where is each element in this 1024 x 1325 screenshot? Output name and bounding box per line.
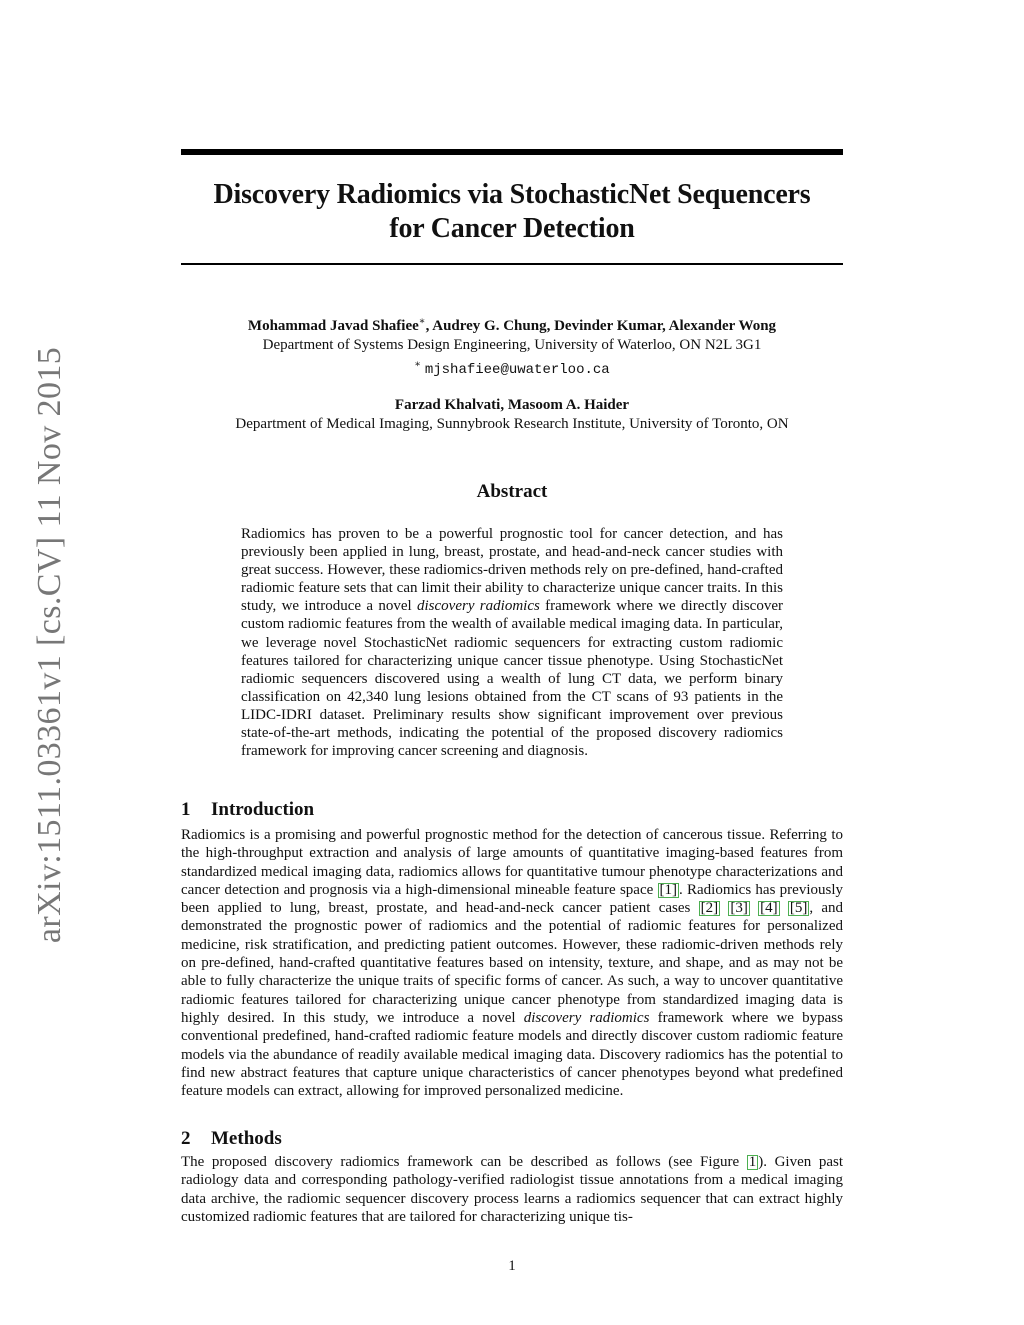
citation-link[interactable]: [3] — [730, 900, 748, 917]
citation-link[interactable]: [2] — [700, 900, 719, 917]
abstract-body: Radiomics has proven to be a powerful prognostic tool for cancer detection, and has previously been applied in lung, breast, prostate, and head-and-neck cancer studies with great success. However, these radiomics-driven methods rely on pre-defined, hand-crafted radiomic feature sets that can limit their ability to characterize unique cancer traits. In this study, we introduce a novel discovery radiomics framework where we directly discover custom radiomic features from the wealth of available medical imaging data. In particular, we leverage novel StochasticNet radiomic sequencers for extracting custom radiomic features tailored for characterizing unique cancer tissue phenotype. Using StochasticNet radiomic sequencers discovered using a wealth of lung CT data, we perform binary classification on 42,340 lung lesions obtained from the CT scans of 93 patients in the LIDC-IDRI dataset. Preliminary results show significant improvement over previous state-of-the-art methods, indicating the potential of the proposed discovery radiomics framework for improving cancer screening and diagnosis. — [241, 526, 783, 760]
page-number: 1 — [508, 1258, 516, 1274]
author-block-2 — [150, 396, 874, 434]
citation-link[interactable]: [4] — [760, 900, 778, 917]
author-names-2: Farzad Khalvati, Masoom A. Haider — [394, 397, 630, 413]
section-heading-methods: 2 Methods — [181, 1128, 282, 1149]
author-block-1 — [150, 312, 874, 380]
author-affiliation-1: Department of Systems Design Engineering, University of Waterloo, ON N2L 3G1 — [262, 337, 762, 353]
author-names-1: Mohammad Javad Shafiee∗, Audrey G. Chung, Devinder Kumar, Alexander Wong — [247, 316, 777, 334]
introduction-paragraph: Radiomics is a promising and powerful prognostic method for the detection of cancerous tissue. Referring to the high-throughput extraction and analysis of large amounts of quantitative imaging-based features from standardized medical imaging data, radiomics allows for quantitative tumour phenotype characterizations and cancer detection and prognosis via a high-dimensional mineable feature space [1] . Radiomics has previously been applied to lung, breast, prostate, and head-and-neck cancer patient cases [2] [3] [4] [5] , and demonstrated the prognostic power of radiomics and the potential of radiomic features for personalized medicine, risk stratification, and predicting patient outcomes. However, these radiomic-driven methods rely on pre-defined, hand-crafted quantitative features based on intensity, texture, and shape, and as may not be able to fully characterize the unique traits of specific forms of cancer. As such, a way to uncover quantitative radiomic features tailored for characterizing unique cancer phenotype from standardized imaging data is highly desired. In this study, we introduce a novel discovery radiomics framework where we bypass conventional predefined, hand-crafted radiomic feature models and directly discover custom radiomic feature models via the abundance of readily available medical imaging data. Discovery radiomics has the potential to find new abstract features that capture unique characteristics of cancer phenotypes beyond what predefined feature models can extract, allowing for improved personalized medicine. — [181, 827, 844, 1100]
citation-link[interactable]: [1] — [659, 881, 678, 898]
title-rule-bottom — [181, 263, 843, 265]
author-email: ∗ mjshafiee@uwaterloo.ca — [414, 359, 610, 378]
paper-title — [181, 178, 843, 246]
methods-paragraph: The proposed discovery radiomics framework can be described as follows (see Figure 1 ). Given past radiology data and corresponding pathology-verified radiologist tissue annotations from a medical imaging data archive, the radiomic sequencer discovery process learns a radiomics sequencer that can extract highly customized radiomic features that are tailored for characterizing unique tis- — [181, 1154, 843, 1225]
title-line-1: Discovery Radiomics via StochasticNet Sequencers — [213, 179, 811, 210]
title-rule-top — [181, 149, 843, 155]
arxiv-stamp: arXiv:1511.03361v1 [cs.CV] 11 Nov 2015 — [31, 346, 68, 944]
title-line-2: for Cancer Detection — [389, 213, 635, 244]
section-heading-introduction: 1 Introduction — [181, 799, 315, 820]
author-affiliation-2: Department of Medical Imaging, Sunnybrook Research Institute, University of Toronto, ON — [235, 416, 789, 432]
citation-link[interactable]: [5] — [789, 900, 808, 917]
figure-link[interactable]: 1 — [748, 1154, 757, 1170]
abstract-heading: Abstract — [476, 481, 548, 502]
